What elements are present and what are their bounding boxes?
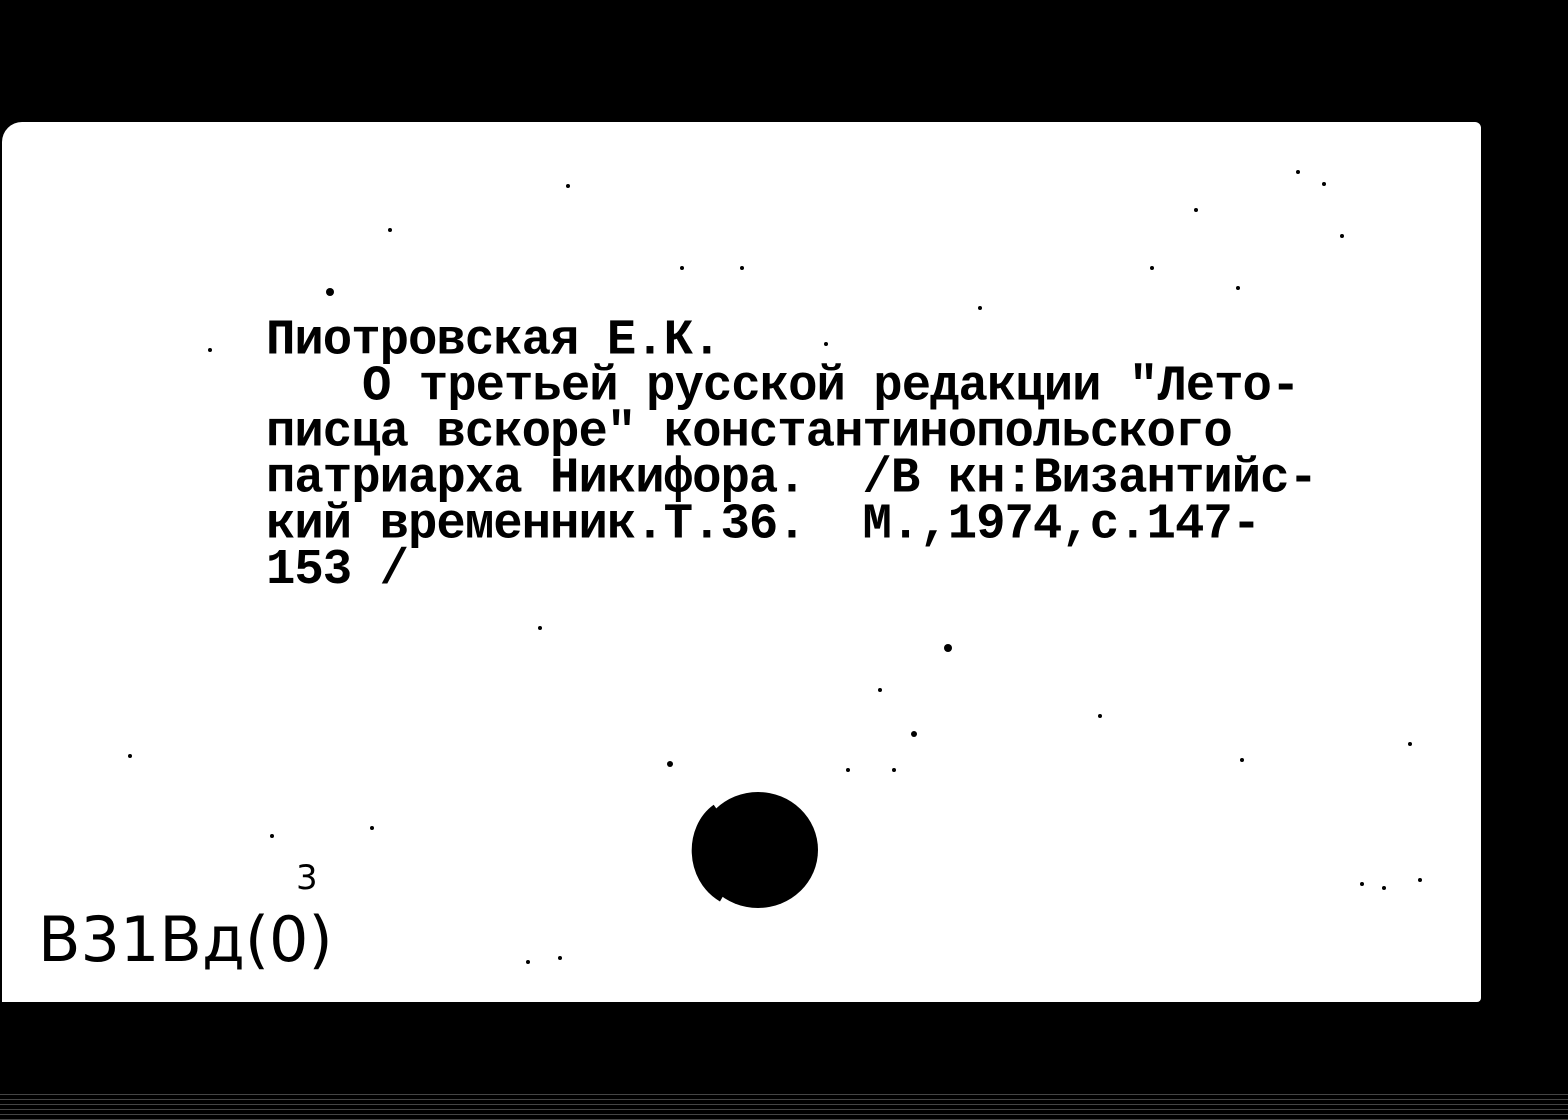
scan-border <box>0 1090 1568 1120</box>
shelfmark-superscript: 3 <box>296 858 318 898</box>
title-line-2: писца вскоре" константинопольского <box>266 403 1232 461</box>
pages-line: 153 / <box>266 541 409 599</box>
punch-hole-icon <box>682 788 822 918</box>
card-edge-marks <box>0 270 14 470</box>
source-line: кий временник.Т.36. М.,1974,с.147- <box>266 495 1261 553</box>
handwritten-shelfmark: В31Вд(0) <box>38 903 333 976</box>
author-line: Пиотровская Е.К. <box>266 311 721 369</box>
title-line-1: О третьей русской редакции "Лето- <box>362 357 1300 415</box>
title-line-3: патриарха Никифора. /В кн:Византийс- <box>266 449 1317 507</box>
catalog-entry <box>266 311 1396 599</box>
